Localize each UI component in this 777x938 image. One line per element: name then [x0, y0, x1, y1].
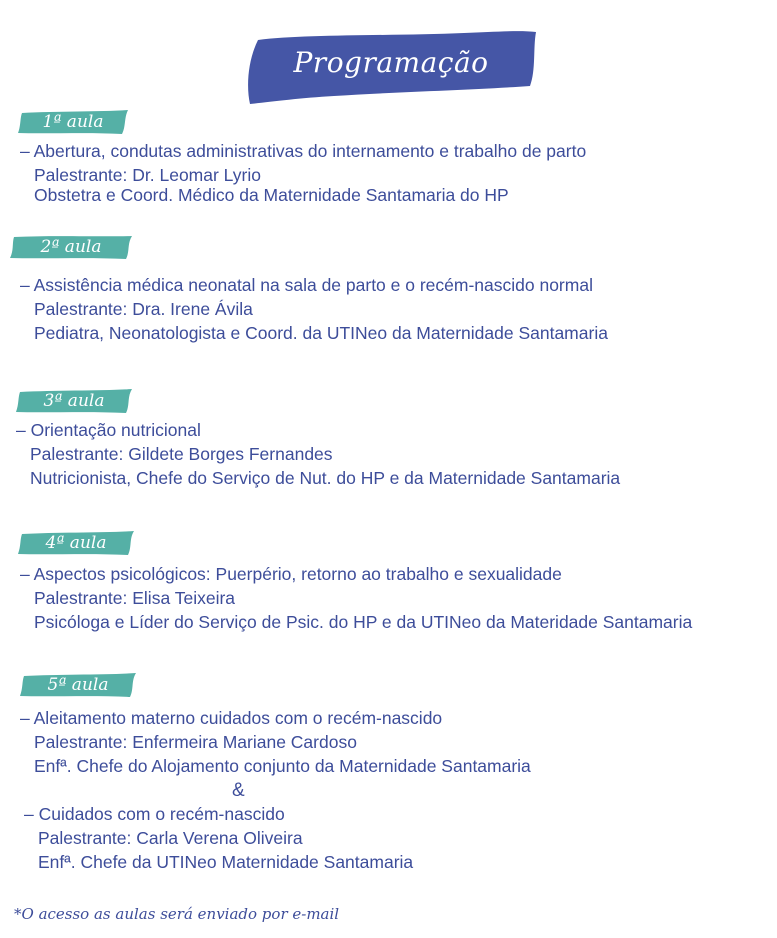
- session-4-role: Psicóloga e Líder do Serviço de Psic. do HP e da UTINeo da Materidade Santamaria: [34, 612, 693, 632]
- page-title: Programação: [293, 45, 489, 79]
- session-tag-1: 1ª aula: [18, 110, 128, 134]
- session-4-speaker: Palestrante: Elisa Teixeira: [34, 588, 236, 608]
- session-1-role: Obstetra e Coord. Médico da Maternidade Santamaria do HP: [34, 185, 509, 205]
- session-1-topic: – Abertura, condutas administrativas do internamento e trabalho de parto: [20, 141, 587, 161]
- session-5-speaker-1: Palestrante: Enfermeira Mariane Cardoso: [34, 732, 357, 752]
- session-3-speaker: Palestrante: Gildete Borges Fernandes: [30, 444, 333, 464]
- session-tag-5: 5ª aula: [20, 673, 136, 697]
- session-tag-4: 4ª aula: [18, 531, 134, 555]
- title-banner: [244, 30, 538, 104]
- session-2-topic: – Assistência médica neonatal na sala de parto e o recém-nascido normal: [20, 275, 593, 295]
- session-5-joiner: &: [232, 780, 245, 801]
- session-5-topic-1: – Aleitamento materno cuidados com o recém-nascido: [20, 708, 443, 728]
- session-3-topic: – Orientação nutricional: [16, 420, 201, 440]
- session-5-role-1: Enfª. Chefe do Alojamento conjunto da Maternidade Santamaria: [34, 756, 531, 776]
- session-tag-3: 3ª aula: [16, 389, 132, 413]
- session-5-topic-2: – Cuidados com o recém-nascido: [24, 804, 285, 824]
- session-5-speaker-2: Palestrante: Carla Verena Oliveira: [38, 828, 303, 848]
- session-5-role-2: Enfª. Chefe da UTINeo Maternidade Santamaria: [38, 852, 414, 872]
- session-tag-2: 2ª aula: [10, 235, 132, 259]
- session-4-topic: – Aspectos psicológicos: Puerpério, retorno ao trabalho e sexualidade: [20, 564, 562, 584]
- session-3-role: Nutricionista, Chefe do Serviço de Nut. do HP e da Maternidade Santamaria: [30, 468, 621, 488]
- footnote: *O acesso as aulas será enviado por e-mail: [14, 905, 340, 923]
- session-1-speaker: Palestrante: Dr. Leomar Lyrio: [34, 165, 261, 185]
- session-2-speaker: Palestrante: Dra. Irene Ávila: [34, 299, 253, 319]
- session-2-role: Pediatra, Neonatologista e Coord. da UTINeo da Maternidade Santamaria: [34, 323, 608, 343]
